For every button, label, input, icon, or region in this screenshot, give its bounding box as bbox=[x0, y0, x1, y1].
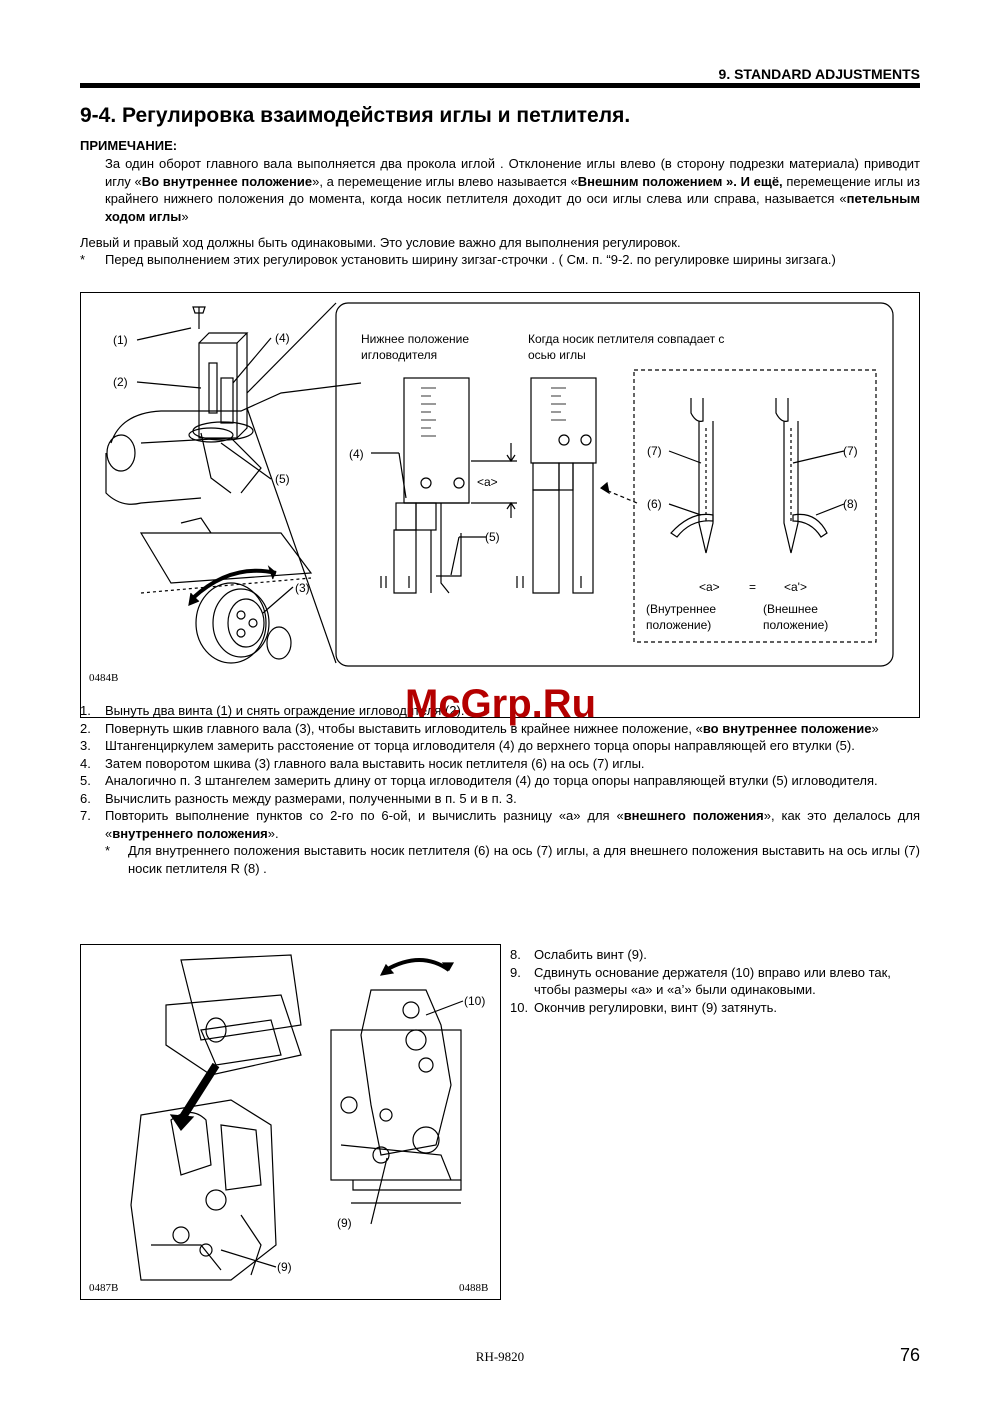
label-3: (3) bbox=[295, 581, 310, 595]
note-body bbox=[105, 155, 920, 225]
figure-code-0487B: 0487B bbox=[89, 1282, 119, 1294]
outer-caption-1: (Внешнее bbox=[763, 602, 818, 616]
caption-lower-1: Нижнее положение bbox=[361, 332, 469, 346]
label-8: (8) bbox=[843, 497, 858, 511]
step-text: » bbox=[871, 720, 879, 736]
section-header: 9. STANDARD ADJUSTMENTS bbox=[718, 66, 920, 82]
step-9 bbox=[510, 964, 920, 999]
step-text: Штангенциркулем замерить расстояение от торца игловодителя (4) до верхнего торца опоры направляющей его втулки (5). bbox=[105, 738, 855, 753]
header-rule bbox=[80, 83, 920, 88]
figure-1-drawing bbox=[81, 293, 919, 717]
label-4: (4) bbox=[275, 331, 290, 345]
note-bold-2: Внешним положением ». И ещё, bbox=[577, 173, 783, 189]
step-text: Сдвинуть основание держателя (10) вправо или влево так, чтобы размеры «а» и «а’» были одинаковыми. bbox=[534, 964, 891, 997]
step-5 bbox=[80, 772, 920, 790]
figure-looper-holder bbox=[80, 944, 501, 1300]
note-text-4: » bbox=[181, 208, 189, 224]
asterisk-mark: * bbox=[80, 252, 86, 267]
step-number: 10. bbox=[510, 999, 529, 1015]
step-8 bbox=[510, 946, 920, 964]
label-6: (6) bbox=[647, 497, 662, 511]
left-right-text: Левый и правый ход должны быть одинаковыми. Это условие важно для выполнения регулировок. bbox=[80, 235, 681, 250]
inner-caption-2: положение) bbox=[646, 618, 712, 632]
label-1: (1) bbox=[113, 333, 128, 347]
step-number: 1. bbox=[80, 703, 91, 718]
step-7 bbox=[80, 807, 920, 842]
step-6 bbox=[80, 790, 920, 808]
figure-needle-looper-timing bbox=[80, 292, 920, 718]
step-text: Аналогично п. 3 штангелем замерить длину от торца игловодителя (4) до торца опоры направляющей втулки (5) игловодителя. bbox=[105, 773, 878, 788]
caption-lower-2: игловодителя bbox=[361, 348, 438, 362]
figure-code-0484B: 0484B bbox=[89, 672, 119, 684]
step-number: 6. bbox=[80, 790, 91, 806]
step-number: 7. bbox=[80, 808, 91, 823]
step-number: 4. bbox=[80, 755, 91, 771]
label-7-right: (7) bbox=[843, 444, 858, 458]
step-text: Окончив регулировки, винт (9) затянуть. bbox=[534, 999, 778, 1015]
note-bold-3: петельным ходом иглы bbox=[105, 191, 920, 224]
step-7-note-text: Для внутреннего положения выставить носик петлителя (6) на ось (7) иглы, а для внешнего положения выставить на ось иглы (7) носик петлителя R (8) . bbox=[128, 843, 920, 876]
page-number: 76 bbox=[899, 1345, 920, 1365]
label-9-left: (9) bbox=[277, 1260, 292, 1274]
step-number: 9. bbox=[510, 964, 521, 980]
a-prime-label: <a'> bbox=[784, 580, 807, 594]
step-text: Повторить выполнение пунктов со 2-го по 6-ой, и вычислить разницу «а» для « bbox=[105, 808, 624, 823]
step-number: 5. bbox=[80, 773, 91, 788]
note-text-2: », а перемещение иглы влево называется « bbox=[312, 173, 578, 189]
preliminary-note-text: Перед выполнением этих регулировок установить ширину зигзаг-строчки . ( См. п. “9-2. по регулировке ширины зигзага.) bbox=[105, 252, 836, 267]
label-5-detail: (5) bbox=[485, 530, 500, 544]
label-4-detail: (4) bbox=[349, 447, 364, 461]
step-text: Вынуть два винта (1) и снять ограждение игловодителя (2). bbox=[105, 703, 465, 718]
note-text-3: перемещение иглы из крайнего нижнего положения до момента, когда носик петлителя доходит до оси иглы слева или справа, называется « bbox=[105, 173, 920, 206]
label-5: (5) bbox=[275, 472, 290, 486]
step-bold: внешнего положения bbox=[623, 808, 764, 823]
step-text: Ослабить винт (9). bbox=[534, 947, 647, 962]
step-7-note bbox=[80, 842, 920, 877]
dimension-a-label: <a> bbox=[477, 475, 498, 489]
inner-caption-1: (Внутреннее bbox=[646, 602, 717, 616]
step-text: Затем поворотом шкива (3) главного вала выставить носик петлителя (6) на ось (7) иглы. bbox=[105, 755, 645, 771]
caption-when-1: Когда носик петлителя совпадает с bbox=[528, 332, 725, 346]
step-10 bbox=[510, 999, 920, 1017]
step-bold: во внутреннее положение bbox=[702, 720, 872, 736]
label-9-right: (9) bbox=[337, 1216, 352, 1230]
step-bold: внутреннего положения bbox=[112, 825, 268, 841]
figure-code-0488B: 0488B bbox=[459, 1282, 489, 1294]
step-text: ». bbox=[267, 825, 279, 841]
step-number: 2. bbox=[80, 720, 91, 736]
equals-sign: = bbox=[749, 580, 757, 594]
asterisk-mark: * bbox=[105, 843, 111, 858]
step-3 bbox=[80, 737, 920, 755]
procedure-steps bbox=[80, 702, 920, 877]
label-7-left: (7) bbox=[647, 444, 662, 458]
step-number: 8. bbox=[510, 947, 521, 962]
outer-caption-2: положение) bbox=[763, 618, 829, 632]
adjustment-steps bbox=[510, 946, 920, 1016]
step-number: 3. bbox=[80, 738, 91, 753]
page-title: 9-4. Регулировка взаимодействия иглы и петлителя. bbox=[80, 104, 631, 127]
label-10: (10) bbox=[464, 994, 486, 1008]
step-text: Вычислить разность между размерами, полученными в п. 5 и в п. 3. bbox=[105, 790, 517, 806]
watermark: McGrp.Ru bbox=[405, 682, 597, 726]
model-code: RH-9820 bbox=[475, 1349, 525, 1364]
figure-2-drawing bbox=[81, 945, 500, 1299]
note-bold-1: Во внутреннее положение bbox=[141, 173, 313, 189]
caption-when-2: осью иглы bbox=[528, 348, 586, 362]
note-text-1: За один оборот главного вала выполняется два прокола иглой . Отклонение иглы влево (в сторону подрезки материала) приводит иглу « bbox=[105, 156, 920, 189]
a-left-label: <a> bbox=[699, 580, 720, 594]
preliminary-note bbox=[80, 251, 920, 269]
label-2: (2) bbox=[113, 375, 128, 389]
step-text: », как это делалось для « bbox=[105, 808, 920, 841]
step-4 bbox=[80, 755, 920, 773]
step-text: Повернуть шкив главного вала (3), чтобы выставить игловодитель в крайнее нижнее положение, « bbox=[105, 720, 703, 736]
note-heading: ПРИМЕЧАНИЕ: bbox=[80, 138, 178, 153]
